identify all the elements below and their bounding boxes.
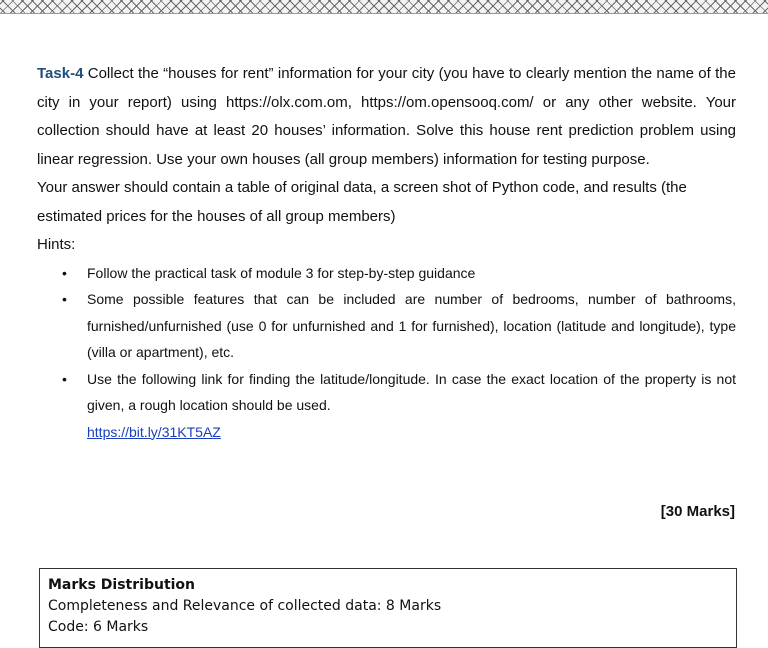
bullet-icon: • [62,291,67,307]
task-content [37,60,736,445]
hint-text: Use the following link for finding the latitude/longitude. In case the exact location of the property is not given, a rough location should be used. [87,370,736,413]
task-text: Collect the “houses for rent” information for your city (you have to clearly mention the name of the city in your report) using https://olx.com.om, https://om.opensooq.com/ or any other website. Your collection should have at least 20 houses’ information. Solve this house rent prediction problem using linear regression. Use your own houses (all group members) information for testing purpose. [37,65,736,168]
marks-distribution-title: Marks Distribution [48,577,196,593]
total-marks: [30 Marks] [660,503,735,520]
bullet-icon: • [62,370,67,387]
hints-list [37,260,736,446]
hints-heading: Hints: [37,236,76,253]
latlong-link[interactable]: https://bit.ly/31KT5AZ [87,423,221,440]
answer-instructions: Your answer should contain a table of original data, a screen shot of Python code, and results (the estimated prices for the houses of all group members) [37,179,687,225]
task-paragraph [37,60,736,174]
hint-item [62,260,736,287]
bullet-icon: • [62,264,67,281]
marks-distribution-line: Completeness and Relevance of collected data: 8 Marks [48,598,442,614]
hint-item [62,286,736,366]
decorative-border [0,0,768,14]
hint-text: Follow the practical task of module 3 for step-by-step guidance [87,264,476,281]
marks-distribution-line: Code: 6 Marks [48,619,149,635]
hint-text: Some possible features that can be included are number of bedrooms, number of bathrooms, furnished/unfurnished (use 0 for unfurnished and 1 for furnished), location (latitude and longitude), type (villa or apartment), etc. [87,291,736,360]
hint-item [62,366,736,446]
task-label: Task-4 [37,65,84,82]
marks-distribution-box [39,568,737,648]
